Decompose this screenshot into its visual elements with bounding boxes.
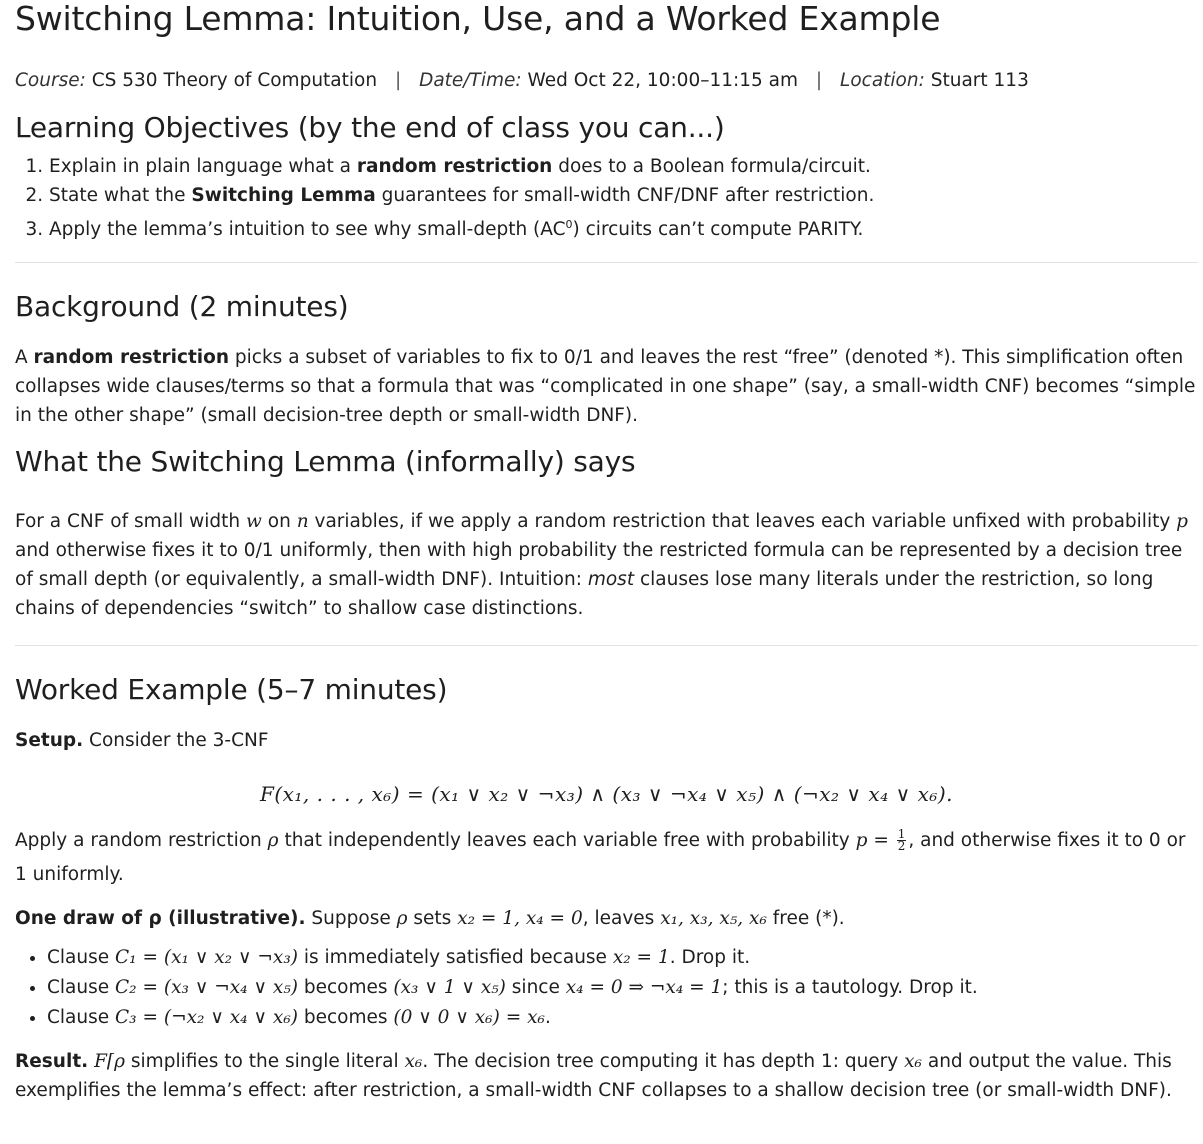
datetime-label: Date/Time: bbox=[419, 69, 522, 91]
course-value: CS 530 Theory of Computation bbox=[91, 69, 378, 91]
one-half-fraction: $\frac{1}{2}$ bbox=[897, 827, 906, 854]
background-paragraph: A random restriction picks a subset of variables to fix to 0/1 and leaves the rest “free” (denoted *). This simplification often collapses wide clauses/terms so that a formula that was “complicated in one shape” (say, a small-width CNF) becomes “simple in the other shape” (small decision-tree depth or small-width DNF). bbox=[15, 347, 1196, 427]
background-heading: Background (2 minutes) bbox=[15, 290, 349, 324]
cnf-formula: F(x₁, . . . , x₆) = (x₁ ∨ x₂ ∨ ¬x₃) ∧ (x₃ ∨ ¬x₄ ∨ x₅) ∧ (¬x₂ ∨ x₄ ∨ x₆). bbox=[259, 781, 954, 806]
separator: | bbox=[394, 69, 402, 91]
setup-paragraph: Setup. Consider the 3-CNF bbox=[15, 730, 269, 752]
lemma-paragraph: For a CNF of small width w on n variables, if we apply a random restriction that leaves each variable unfixed with probability p and otherwise fixes it to 0/1 uniformly, then with high probability the restricted formula can be represented by a decision tree of small depth (or equivalently, a small-width DNF). Intuition: most clauses lose many literals under the restriction, so long chains of dependencies “switch” to shallow case distinctions. bbox=[15, 510, 1189, 619]
clause-item: • Clause C₂ = (x₃ ∨ ¬x₄ ∨ x₅) becomes (x₃ ∨ 1 ∨ x₅) since x₄ = 0 ⇒ ¬x₄ = 1; this is a tautology. Drop it. bbox=[47, 973, 1198, 1003]
clause-item: • Clause C₁ = (x₁ ∨ x₂ ∨ ¬x₃) is immediately satisfied because x₂ = 1. Drop it. bbox=[47, 943, 1198, 973]
page-title: Switching Lemma: Intuition, Use, and a Worked Example bbox=[15, 0, 941, 38]
objectives-heading: Learning Objectives (by the end of class you can...) bbox=[15, 110, 725, 144]
lemma-heading: What the Switching Lemma (informally) says bbox=[15, 445, 636, 479]
datetime-value: Wed Oct 22, 10:00–11:15 am bbox=[527, 69, 799, 91]
location-value: Stuart 113 bbox=[930, 69, 1029, 91]
clause-item: • Clause C₃ = (¬x₂ ∨ x₄ ∨ x₆) becomes (0 ∨ 0 ∨ x₆) = x₆. bbox=[47, 1003, 1198, 1033]
objectives-list bbox=[15, 152, 1198, 244]
location-label: Location: bbox=[840, 69, 925, 91]
course-label: Course: bbox=[15, 69, 86, 91]
clause-list bbox=[15, 943, 1198, 1033]
result-paragraph: Result. F⌈ρ simplifies to the single literal x₆. The decision tree computing it has depth 1: query x₆ and output the value. This exemplifies the lemma’s effect: after restriction, a small-width CNF collapses to a shallow decision tree (or small-width DNF). bbox=[15, 1051, 1172, 1102]
draw-paragraph: One draw of ρ (illustrative). Suppose ρ sets x₂ = 1, x₄ = 0, leaves x₁, x₃, x₅, x₆ free (*). bbox=[15, 907, 845, 929]
section-divider bbox=[15, 262, 1198, 263]
objective-item: 1. Explain in plain language what a random restriction does to a Boolean formula/circuit. bbox=[49, 152, 1198, 181]
objective-item: 2. State what the Switching Lemma guarantees for small-width CNF/DNF after restriction. bbox=[49, 181, 1198, 210]
course-meta bbox=[15, 66, 1198, 96]
example-heading: Worked Example (5–7 minutes) bbox=[15, 672, 448, 706]
section-divider bbox=[15, 645, 1198, 646]
objective-item: 3. Apply the lemma’s intuition to see why small-depth $(AC^0)$ circuits can’t compute PARITY. bbox=[49, 210, 1198, 244]
separator: | bbox=[815, 69, 823, 91]
apply-paragraph: Apply a random restriction ρ that independently leaves each variable free with probability p = $\frac{1}{2}$ , and otherwise fixes it to 0 or 1 uniformly. bbox=[15, 827, 1186, 885]
